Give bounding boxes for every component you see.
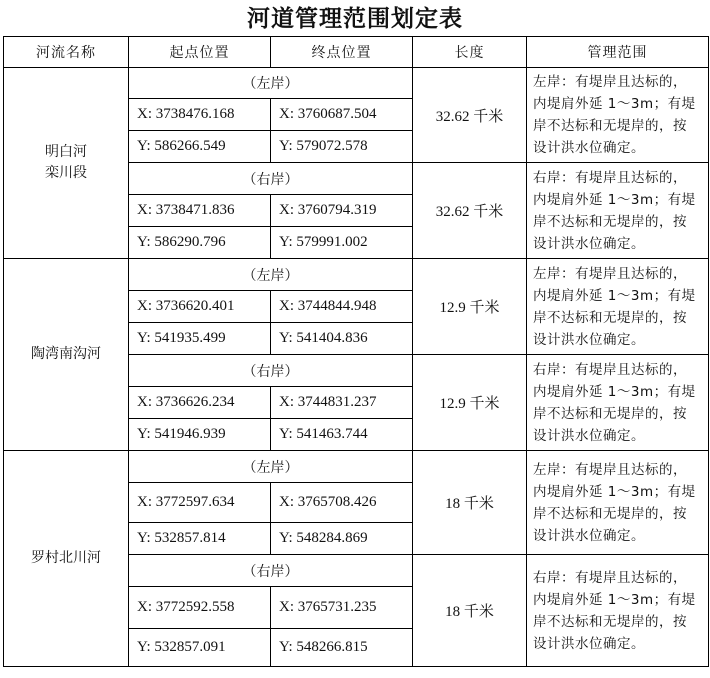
header-end-position: 终点位置 [271, 37, 413, 68]
end-y-cell: Y: 548284.869 [271, 523, 413, 555]
scope-line: 左岸：有堤岸且达标的， [533, 461, 687, 478]
length-cell: 18 千米 [413, 555, 527, 667]
bank-label: （左岸） [129, 259, 413, 291]
river-name-line: 陶湾南沟河 [31, 346, 101, 362]
scope-line: 左岸：有堤岸且达标的， [533, 74, 687, 90]
scope-line: 内堤肩外延 1～3m；有堤 [533, 287, 696, 304]
end-x-cell: X: 3765708.426 [271, 483, 413, 523]
table-row [4, 68, 709, 99]
bank-label: （右岸） [129, 555, 413, 587]
scope-line: 右岸：有堤岸且达标的， [533, 569, 687, 586]
start-x-cell: X: 3738476.168 [129, 99, 271, 131]
header-river-name: 河流名称 [4, 37, 129, 68]
header-start-position: 起点位置 [129, 37, 271, 68]
end-x-cell: X: 3744844.948 [271, 291, 413, 323]
scope-cell [527, 163, 709, 259]
scope-line: 设计洪水位确定。 [533, 527, 645, 544]
bank-label: （左岸） [129, 68, 413, 99]
start-x-cell: X: 3772597.634 [129, 483, 271, 523]
scope-line: 内堤肩外延 1～3m；有堤 [533, 383, 696, 400]
river-name-line: 明白河 [45, 144, 87, 160]
river-name-cell [4, 451, 129, 667]
river-name-line: 罗村北川河 [31, 550, 101, 566]
end-y-cell: Y: 579072.578 [271, 131, 413, 163]
page-title: 河道管理范围划定表 [247, 5, 463, 32]
bank-label: （右岸） [129, 163, 413, 195]
river-management-table [3, 36, 709, 667]
bank-label: （左岸） [129, 451, 413, 483]
table-row [4, 451, 709, 483]
scope-cell [527, 451, 709, 555]
length-cell: 12.9 千米 [413, 355, 527, 451]
scope-line: 设计洪水位确定。 [533, 140, 645, 156]
length-cell: 12.9 千米 [413, 259, 527, 355]
scope-cell [527, 68, 709, 163]
scope-line: 岸不达标和无堤岸的，按 [533, 505, 687, 522]
scope-line: 设计洪水位确定。 [533, 331, 645, 348]
start-x-cell: X: 3772592.558 [129, 587, 271, 629]
scope-line: 设计洪水位确定。 [533, 235, 645, 252]
start-y-cell: Y: 541946.939 [129, 419, 271, 451]
end-y-cell: Y: 541404.836 [271, 323, 413, 355]
header-length: 长度 [413, 37, 527, 68]
scope-line: 内堤肩外延 1～3m；有堤 [533, 591, 696, 608]
table-row [4, 259, 709, 291]
length-cell: 32.62 千米 [413, 68, 527, 163]
end-x-cell: X: 3760687.504 [271, 99, 413, 131]
start-y-cell: Y: 586266.549 [129, 131, 271, 163]
scope-line: 设计洪水位确定。 [533, 635, 645, 652]
scope-line: 内堤肩外延 1～3m；有堤 [533, 483, 696, 500]
scope-line: 岸不达标和无堤岸的，按 [533, 213, 687, 230]
scope-line: 内堤肩外延 1～3m；有堤 [533, 191, 696, 208]
start-x-cell: X: 3738471.836 [129, 195, 271, 227]
scope-cell [527, 555, 709, 667]
scope-cell [527, 355, 709, 451]
start-y-cell: Y: 586290.796 [129, 227, 271, 259]
header-row [4, 37, 709, 68]
length-cell: 18 千米 [413, 451, 527, 555]
end-x-cell: X: 3744831.237 [271, 387, 413, 419]
header-management-scope: 管理范围 [527, 37, 709, 68]
end-y-cell: Y: 579991.002 [271, 227, 413, 259]
start-y-cell: Y: 541935.499 [129, 323, 271, 355]
scope-line: 岸不达标和无堤岸的，按 [533, 613, 687, 630]
end-y-cell: Y: 541463.744 [271, 419, 413, 451]
bank-label: （右岸） [129, 355, 413, 387]
scope-line: 岸不达标和无堤岸的，按 [533, 405, 687, 422]
end-x-cell: X: 3760794.319 [271, 195, 413, 227]
scope-line: 右岸：有堤岸且达标的， [533, 169, 687, 186]
river-name-line: 栾川段 [45, 165, 87, 181]
scope-cell [527, 259, 709, 355]
river-name-cell [4, 259, 129, 451]
river-name-cell [4, 68, 129, 259]
start-y-cell: Y: 532857.091 [129, 629, 271, 667]
scope-line: 岸不达标和无堤岸的，按 [533, 118, 687, 134]
end-y-cell: Y: 548266.815 [271, 629, 413, 667]
start-y-cell: Y: 532857.814 [129, 523, 271, 555]
scope-line: 右岸：有堤岸且达标的， [533, 361, 687, 378]
scope-line: 左岸：有堤岸且达标的， [533, 265, 687, 282]
start-x-cell: X: 3736620.401 [129, 291, 271, 323]
scope-line: 设计洪水位确定。 [533, 427, 645, 444]
scope-line: 岸不达标和无堤岸的，按 [533, 309, 687, 326]
scope-line: 内堤肩外延 1～3m；有堤 [533, 96, 696, 112]
end-x-cell: X: 3765731.235 [271, 587, 413, 629]
length-cell: 32.62 千米 [413, 163, 527, 259]
start-x-cell: X: 3736626.234 [129, 387, 271, 419]
